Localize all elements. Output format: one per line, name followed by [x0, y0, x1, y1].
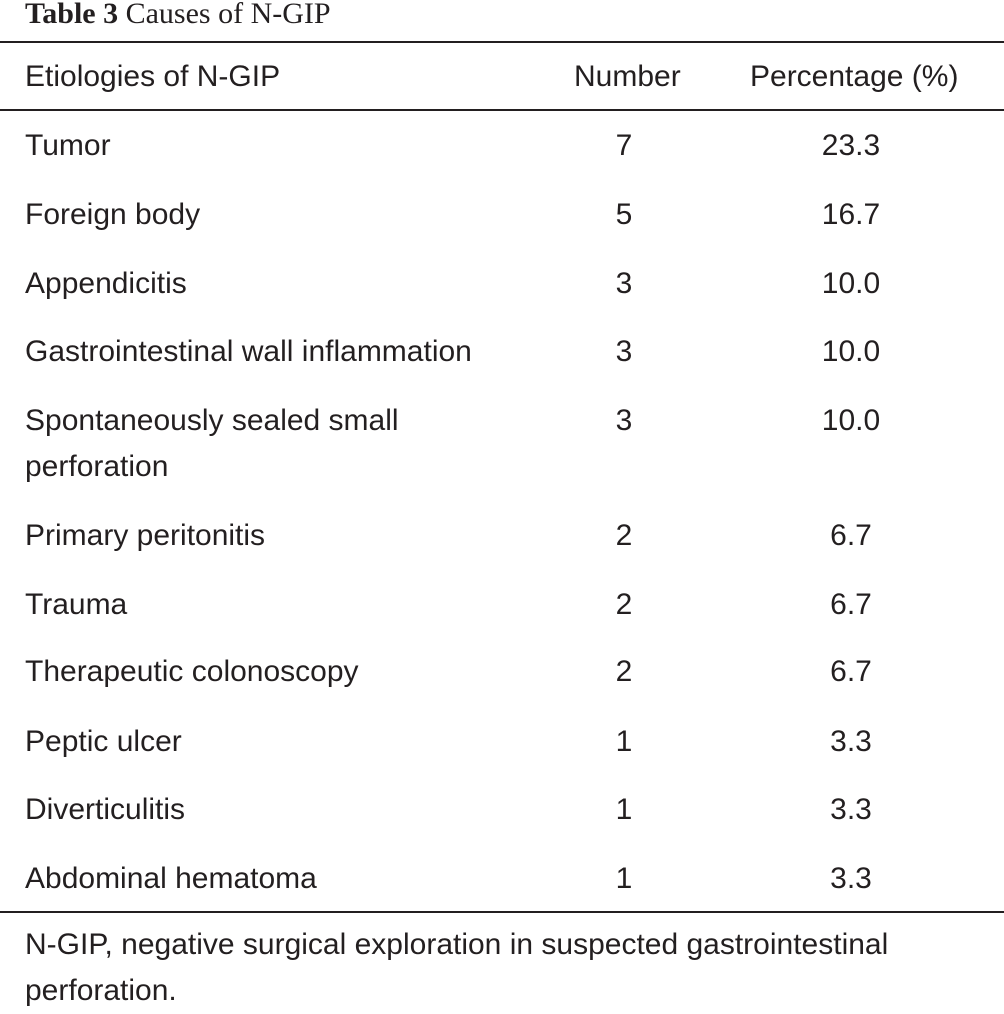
- row-etiology: Foreign body: [25, 198, 201, 231]
- row-percentage: 6.7: [830, 519, 872, 552]
- row-number: 1: [615, 725, 633, 758]
- row-number: 3: [615, 267, 633, 300]
- row-etiology: Abdominal hematoma: [25, 862, 317, 895]
- row-percentage: 3.3: [830, 793, 872, 826]
- row-number: 2: [615, 519, 633, 552]
- row-percentage: 16.7: [821, 198, 881, 231]
- row-etiology: Spontaneously sealed small perforation: [25, 404, 399, 483]
- top-rule: [0, 41, 1004, 43]
- row-number: 7: [615, 129, 633, 162]
- row-number: 2: [615, 588, 633, 621]
- header-rule: [0, 109, 1004, 111]
- row-percentage: 23.3: [821, 129, 881, 162]
- row-percentage: 3.3: [830, 862, 872, 895]
- row-etiology: Gastrointestinal wall inflammation: [25, 335, 472, 368]
- table-label: Table 3: [25, 0, 119, 30]
- row-number: 1: [615, 862, 633, 895]
- header-etiologies: Etiologies of N-GIP: [25, 60, 281, 93]
- row-percentage: 3.3: [830, 725, 872, 758]
- row-number: 3: [615, 335, 633, 368]
- row-percentage: 6.7: [830, 655, 872, 688]
- header-number: Number: [574, 60, 681, 93]
- row-number: 3: [615, 404, 633, 437]
- row-etiology: Appendicitis: [25, 267, 187, 300]
- row-etiology: Trauma: [25, 588, 128, 621]
- row-etiology: Therapeutic colonoscopy: [25, 655, 359, 688]
- row-percentage: 10.0: [821, 335, 881, 368]
- table-title: Causes of N-GIP: [125, 0, 331, 30]
- row-etiology: Diverticulitis: [25, 793, 186, 826]
- bottom-rule: [0, 911, 1004, 913]
- row-etiology: Peptic ulcer: [25, 725, 182, 758]
- row-etiology: Tumor: [25, 129, 111, 162]
- table-footnote: N-GIP, negative surgical exploration in suspected gastrointestinal perforation.: [25, 928, 889, 1007]
- row-number: 1: [615, 793, 633, 826]
- row-etiology: Primary peritonitis: [25, 519, 266, 552]
- row-number: 5: [615, 198, 633, 231]
- row-percentage: 10.0: [821, 404, 881, 437]
- row-percentage: 10.0: [821, 267, 881, 300]
- row-percentage: 6.7: [830, 588, 872, 621]
- table-caption: [25, 0, 331, 32]
- header-percentage: Percentage (%): [750, 60, 959, 93]
- row-number: 2: [615, 655, 633, 688]
